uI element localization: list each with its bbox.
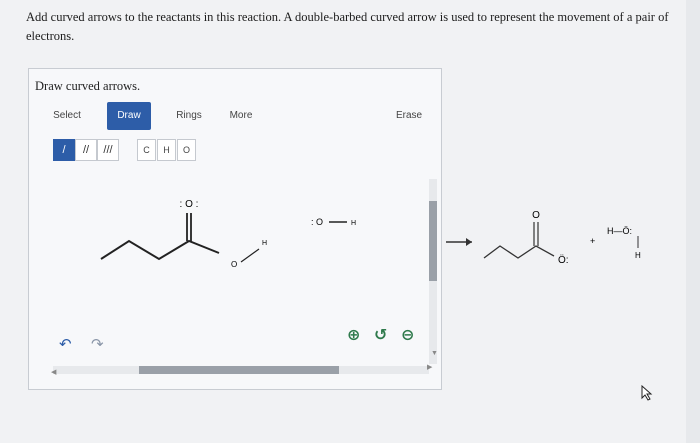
horizontal-scrollbar[interactable] [53,366,429,374]
product-carbonyl-o: O [532,210,540,221]
reaction-arrowhead [466,238,472,246]
zoom-out-icon[interactable]: ⊖ [401,325,415,344]
toolbar [29,102,441,130]
product-area [440,200,690,280]
more-button[interactable]: More [229,110,253,121]
water-h-label: H [351,220,357,227]
draw-button[interactable]: Draw [107,102,151,130]
product-hydroxide-o: Ö: [558,255,569,266]
question-text: Add curved arrows to the reactants in this reaction. A double-barbed curved arrow is used to represent the movement of a pair of electrons. [26,10,669,43]
drawing-panel [28,68,442,390]
panel-title: Draw curved arrows. [35,79,141,93]
scroll-right-arrow[interactable]: ▶ [427,363,433,371]
oxygen-atom-button[interactable]: O [177,139,196,161]
carbon-atom-button[interactable]: C [137,139,156,161]
vertical-scroll-thumb[interactable] [429,201,437,281]
water-o-label: : O [311,217,324,227]
single-bond-button[interactable]: / [53,139,75,161]
hydrogen-atom-button[interactable]: H [157,139,176,161]
ketone-oxygen-label: : O : [179,199,199,210]
zoom-reset-icon[interactable]: ↺ [374,325,388,344]
scroll-down-arrow[interactable]: ▼ [431,349,438,357]
drawing-canvas[interactable] [29,179,429,329]
page-scrollbar[interactable] [686,0,700,443]
erase-button[interactable]: Erase [395,110,423,121]
scroll-left-arrow[interactable]: ◀ [51,368,57,376]
oh-h-label: H [262,240,268,247]
double-bond-button[interactable]: // [75,139,97,161]
product-water-h: H [635,251,641,260]
undo-icon[interactable]: ↶ [59,335,72,353]
oh-bond [241,249,259,262]
oxide-label: O [231,260,238,269]
mouse-cursor-icon [641,385,655,401]
triple-bond-button[interactable]: /// [97,139,119,161]
product-skeleton [484,246,554,258]
horizontal-scroll-thumb[interactable] [139,366,339,374]
redo-icon[interactable]: ↷ [91,335,104,353]
vertical-scrollbar[interactable] [429,179,437,364]
ketone-skeleton [101,241,219,259]
product-water: H—Ö: [607,226,633,236]
product-plus: + [590,236,596,246]
zoom-in-icon[interactable]: ⊕ [347,325,361,344]
rings-button[interactable]: Rings [176,110,202,121]
select-button[interactable]: Select [53,110,81,121]
